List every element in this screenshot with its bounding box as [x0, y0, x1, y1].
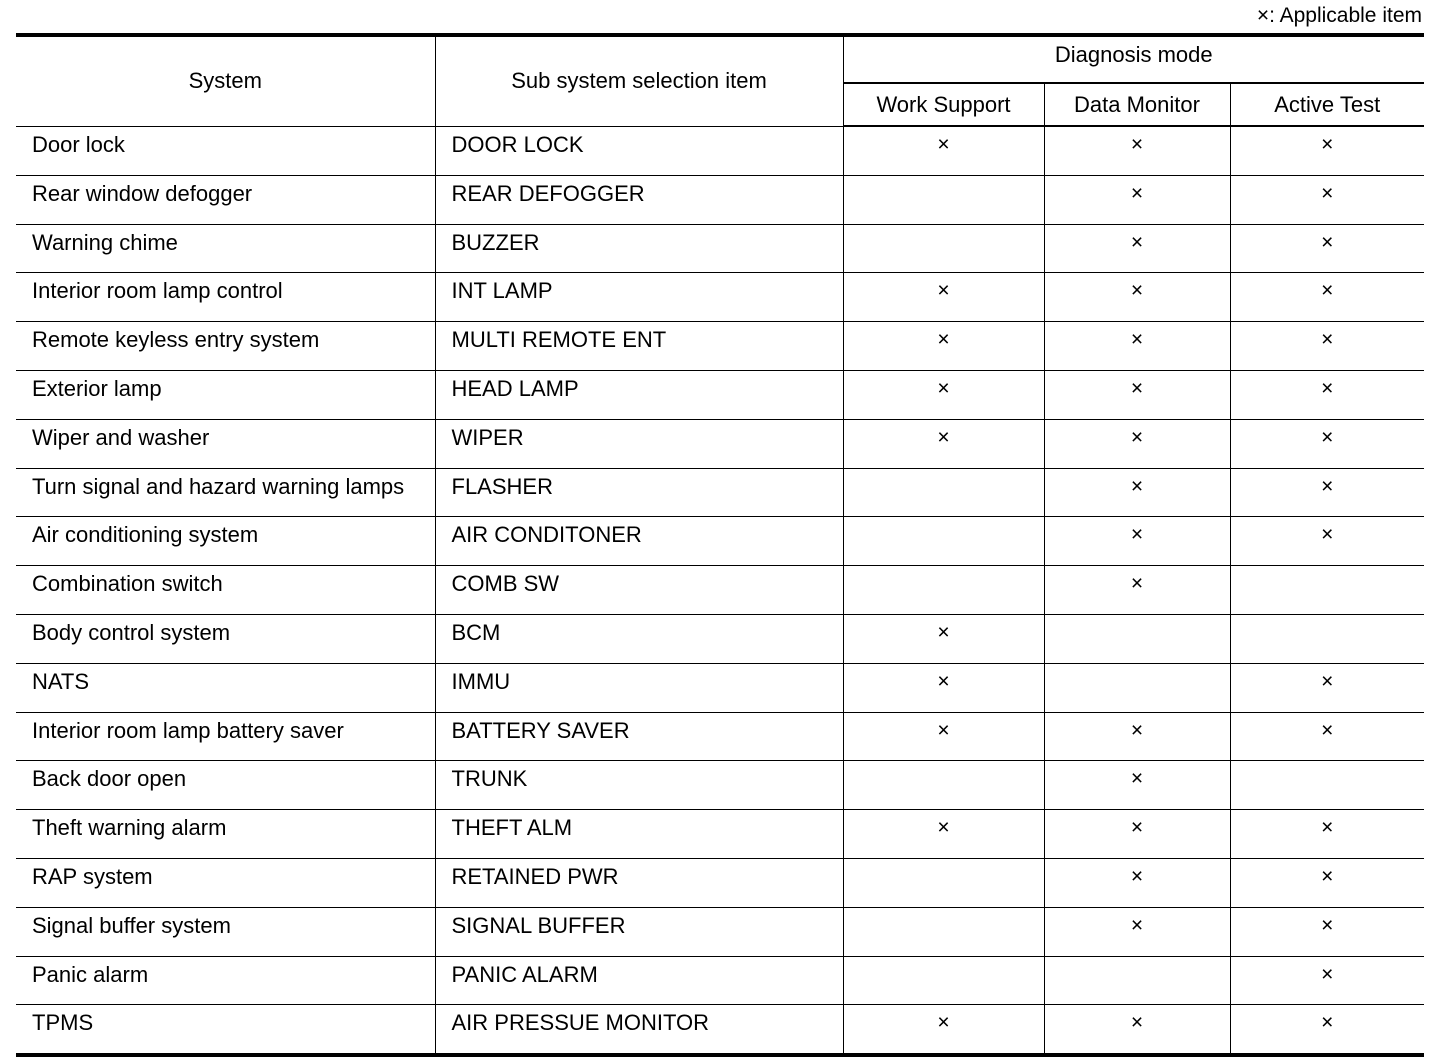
table-row [16, 663, 1424, 712]
data-monitor-mark: × [1044, 566, 1230, 615]
data-monitor-mark [1044, 614, 1230, 663]
sub-system-cell: COMB SW [435, 566, 843, 615]
active-test-mark: × [1230, 712, 1424, 761]
table-row [16, 175, 1424, 224]
active-test-mark: × [1230, 273, 1424, 322]
sub-system-cell: RETAINED PWR [435, 858, 843, 907]
table-row [16, 761, 1424, 810]
system-cell: Back door open [16, 761, 435, 810]
work-support-mark: × [843, 322, 1044, 371]
active-test-mark: × [1230, 956, 1424, 1005]
active-test-mark: × [1230, 468, 1424, 517]
table-row [16, 419, 1424, 468]
system-cell: Panic alarm [16, 956, 435, 1005]
sub-system-cell: IMMU [435, 663, 843, 712]
header-system: System [16, 35, 435, 126]
work-support-mark: × [843, 126, 1044, 175]
work-support-mark: × [843, 810, 1044, 859]
table-row [16, 712, 1424, 761]
data-monitor-mark: × [1044, 322, 1230, 371]
table-row [16, 566, 1424, 615]
active-test-mark [1230, 566, 1424, 615]
sub-system-cell: FLASHER [435, 468, 843, 517]
system-cell: Body control system [16, 614, 435, 663]
data-monitor-mark: × [1044, 370, 1230, 419]
table-body [16, 126, 1424, 1055]
work-support-mark: × [843, 663, 1044, 712]
work-support-mark [843, 224, 1044, 273]
active-test-mark: × [1230, 322, 1424, 371]
sub-system-cell: SIGNAL BUFFER [435, 907, 843, 956]
diagnosis-mode-table [16, 33, 1424, 1057]
active-test-mark: × [1230, 175, 1424, 224]
active-test-mark: × [1230, 419, 1424, 468]
active-test-mark: × [1230, 370, 1424, 419]
system-cell: Interior room lamp battery saver [16, 712, 435, 761]
system-cell: Turn signal and hazard warning lamps [16, 468, 435, 517]
sub-system-cell: AIR CONDITONER [435, 517, 843, 566]
work-support-mark: × [843, 370, 1044, 419]
sub-system-cell: DOOR LOCK [435, 126, 843, 175]
table-row [16, 224, 1424, 273]
header-data-monitor: Data Monitor [1044, 83, 1230, 126]
sub-system-cell: HEAD LAMP [435, 370, 843, 419]
system-cell: Combination switch [16, 566, 435, 615]
sub-system-cell: TRUNK [435, 761, 843, 810]
table-row [16, 810, 1424, 859]
data-monitor-mark [1044, 956, 1230, 1005]
applicable-item-legend: ×: Applicable item [1256, 4, 1422, 27]
work-support-mark [843, 907, 1044, 956]
table-row [16, 273, 1424, 322]
active-test-mark: × [1230, 858, 1424, 907]
table-row [16, 858, 1424, 907]
active-test-mark [1230, 614, 1424, 663]
sub-system-cell: REAR DEFOGGER [435, 175, 843, 224]
table-row [16, 517, 1424, 566]
active-test-mark: × [1230, 907, 1424, 956]
system-cell: RAP system [16, 858, 435, 907]
active-test-mark: × [1230, 517, 1424, 566]
sub-system-cell: THEFT ALM [435, 810, 843, 859]
work-support-mark [843, 858, 1044, 907]
work-support-mark [843, 956, 1044, 1005]
sub-system-cell: AIR PRESSUE MONITOR [435, 1005, 843, 1055]
data-monitor-mark: × [1044, 761, 1230, 810]
work-support-mark [843, 175, 1044, 224]
active-test-mark: × [1230, 1005, 1424, 1055]
header-diagnosis-mode: Diagnosis mode [843, 35, 1424, 83]
system-cell: Air conditioning system [16, 517, 435, 566]
data-monitor-mark: × [1044, 517, 1230, 566]
table-row [16, 468, 1424, 517]
sub-system-cell: MULTI REMOTE ENT [435, 322, 843, 371]
sub-system-cell: PANIC ALARM [435, 956, 843, 1005]
data-monitor-mark [1044, 663, 1230, 712]
table-row [16, 370, 1424, 419]
system-cell: Exterior lamp [16, 370, 435, 419]
sub-system-cell: BUZZER [435, 224, 843, 273]
data-monitor-mark: × [1044, 175, 1230, 224]
header-sub-system: Sub system selection item [435, 35, 843, 126]
table-row [16, 956, 1424, 1005]
active-test-mark: × [1230, 810, 1424, 859]
work-support-mark [843, 761, 1044, 810]
table-row [16, 1005, 1424, 1055]
sub-system-cell: BATTERY SAVER [435, 712, 843, 761]
active-test-mark: × [1230, 224, 1424, 273]
work-support-mark [843, 468, 1044, 517]
system-cell: Warning chime [16, 224, 435, 273]
work-support-mark [843, 566, 1044, 615]
work-support-mark: × [843, 1005, 1044, 1055]
sub-system-cell: WIPER [435, 419, 843, 468]
table-row [16, 907, 1424, 956]
work-support-mark: × [843, 273, 1044, 322]
system-cell: Remote keyless entry system [16, 322, 435, 371]
system-cell: Signal buffer system [16, 907, 435, 956]
data-monitor-mark: × [1044, 224, 1230, 273]
system-cell: Wiper and washer [16, 419, 435, 468]
data-monitor-mark: × [1044, 712, 1230, 761]
data-monitor-mark: × [1044, 419, 1230, 468]
system-cell: Theft warning alarm [16, 810, 435, 859]
system-cell: Rear window defogger [16, 175, 435, 224]
active-test-mark [1230, 761, 1424, 810]
data-monitor-mark: × [1044, 468, 1230, 517]
data-monitor-mark: × [1044, 1005, 1230, 1055]
data-monitor-mark: × [1044, 858, 1230, 907]
table-header [16, 35, 1424, 126]
data-monitor-mark: × [1044, 907, 1230, 956]
work-support-mark [843, 517, 1044, 566]
system-cell: Interior room lamp control [16, 273, 435, 322]
table-row [16, 126, 1424, 175]
data-monitor-mark: × [1044, 126, 1230, 175]
system-cell: TPMS [16, 1005, 435, 1055]
system-cell: NATS [16, 663, 435, 712]
sub-system-cell: BCM [435, 614, 843, 663]
system-cell: Door lock [16, 126, 435, 175]
table-row [16, 322, 1424, 371]
work-support-mark: × [843, 419, 1044, 468]
active-test-mark: × [1230, 126, 1424, 175]
header-work-support: Work Support [843, 83, 1044, 126]
sub-system-cell: INT LAMP [435, 273, 843, 322]
work-support-mark: × [843, 614, 1044, 663]
table-row [16, 614, 1424, 663]
work-support-mark: × [843, 712, 1044, 761]
header-active-test: Active Test [1230, 83, 1424, 126]
active-test-mark: × [1230, 663, 1424, 712]
data-monitor-mark: × [1044, 810, 1230, 859]
data-monitor-mark: × [1044, 273, 1230, 322]
